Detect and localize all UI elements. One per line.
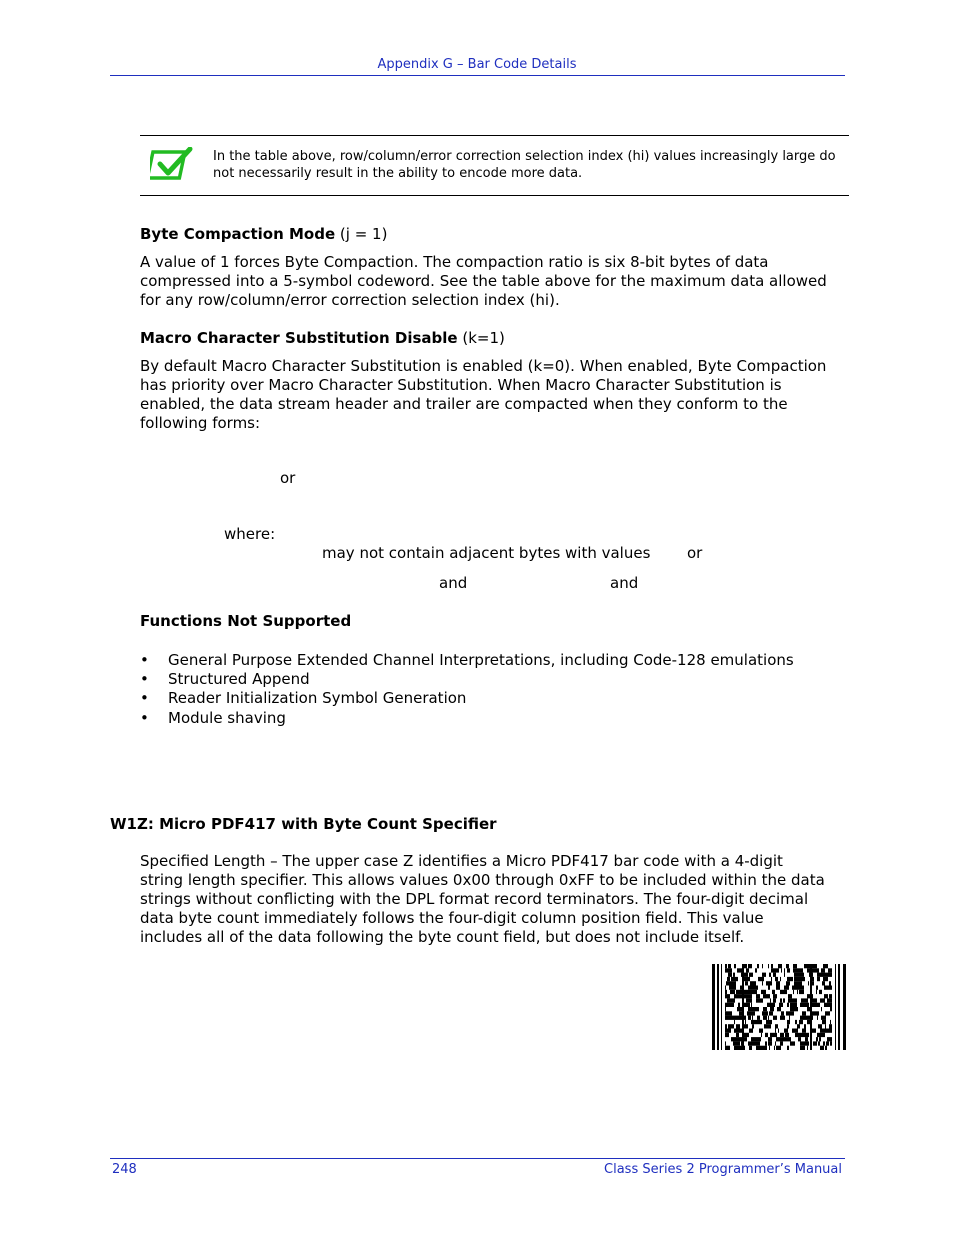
macro-title: Macro Character Substitution Disable xyxy=(140,329,458,347)
macro-or-1: or xyxy=(280,469,296,487)
note-text: In the table above, row/column/error correction selection index (hi) values increasingly large do not necessarily result in the ability to encode more data. xyxy=(213,149,836,181)
functions-heading: Functions Not Supported xyxy=(140,612,352,630)
macro-and-2: and xyxy=(610,574,639,592)
note-check-icon xyxy=(150,147,194,185)
page-header: Appendix G – Bar Code Details xyxy=(377,57,577,72)
byte-compaction-title: Byte Compaction Mode xyxy=(140,225,336,243)
page-number: 248 xyxy=(112,1162,137,1177)
bullet-icon: • xyxy=(140,670,149,688)
byte-compaction-heading xyxy=(140,225,830,244)
byte-compaction-body: A value of 1 forces Byte Compaction. The compaction ratio is six 8-bit bytes of data compressed into a 5-symbol codeword. See the table above for the maximum data allowed for any row/column/error correction selection index (hi). xyxy=(140,253,827,309)
bullet-icon: • xyxy=(140,651,149,669)
header-rule xyxy=(110,75,845,76)
macro-body: By default Macro Character Substitution is enabled (k=0). When enabled, Byte Compaction has priority over Macro Character Substitution. When Macro Character Substitution is enabled, the data stream header and trailer are compacted when they conform to the following forms: xyxy=(140,357,827,432)
list-item: Structured Append xyxy=(168,670,310,688)
macro-param: (k=1) xyxy=(457,329,505,347)
byte-compaction-param: (j = 1) xyxy=(335,225,388,243)
micro-pdf417-barcode-image xyxy=(712,964,846,1050)
list-item: General Purpose Extended Channel Interpretations, including Code-128 emulations xyxy=(168,651,794,669)
note-top-rule xyxy=(140,135,849,136)
footer-rule xyxy=(110,1158,845,1159)
w1z-body: Specified Length – The upper case Z identifies a Micro PDF417 bar code with a 4-digit string length specifier. This allows values 0x00 through 0xFF to be included within the data strings without conflicting with the DPL format record terminators. The four-digit decimal data byte count immediately follows the four-digit column position field. This value includes all of the data following the byte count field, but does not include itself. xyxy=(140,852,825,946)
note-bottom-rule xyxy=(140,195,849,196)
macro-may-not: may not contain adjacent bytes with values xyxy=(322,544,651,562)
macro-where: where: xyxy=(224,525,276,543)
list-item: Module shaving xyxy=(168,709,286,727)
macro-and-1: and xyxy=(439,574,468,592)
manual-title: Class Series 2 Programmer’s Manual xyxy=(604,1162,842,1177)
list-item: Reader Initialization Symbol Generation xyxy=(168,689,467,707)
bullet-icon: • xyxy=(140,689,149,707)
w1z-heading: W1Z: Micro PDF417 with Byte Count Specifier xyxy=(110,815,497,833)
macro-or-2: or xyxy=(687,544,703,562)
macro-heading xyxy=(140,329,830,348)
bullet-icon: • xyxy=(140,709,149,727)
